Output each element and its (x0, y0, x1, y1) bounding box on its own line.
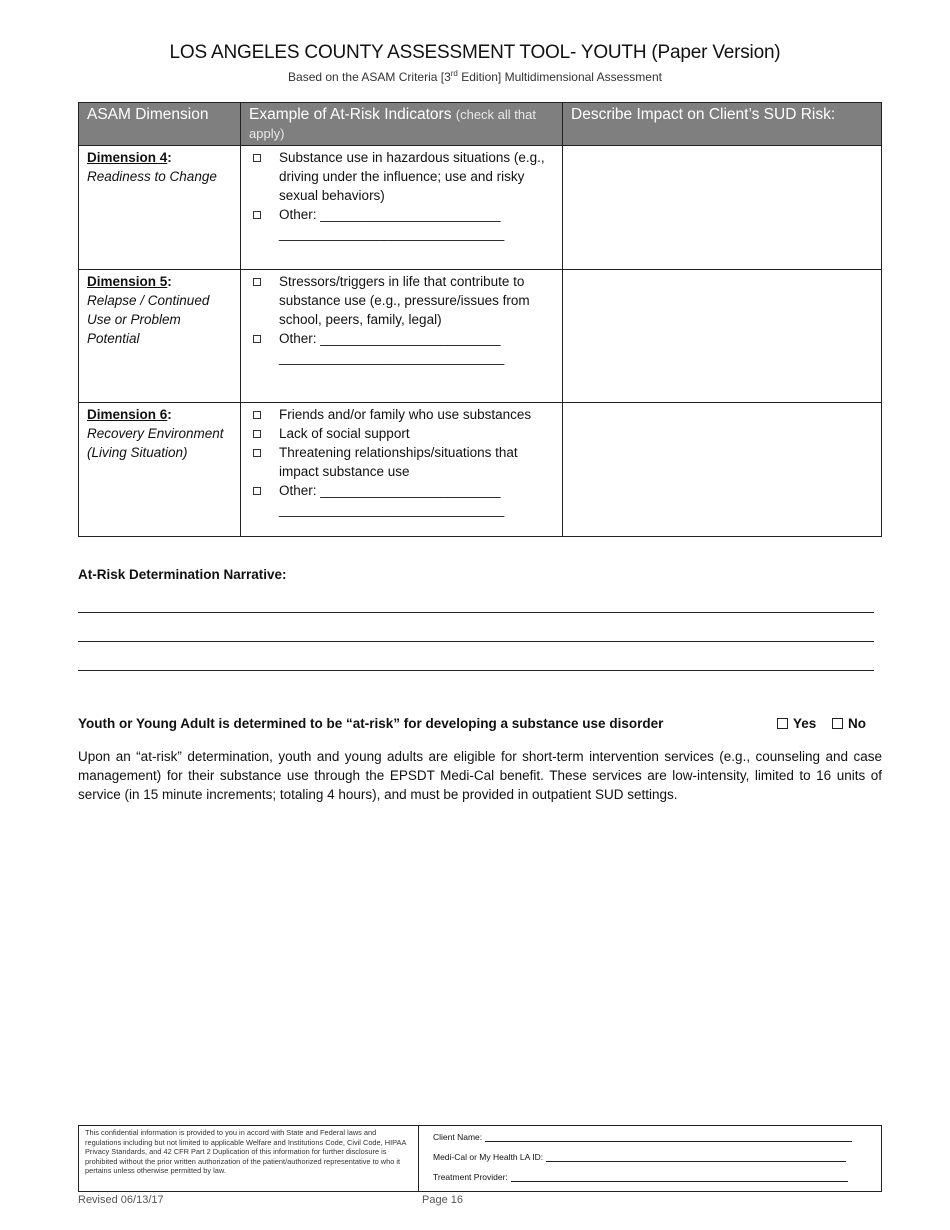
at-risk-question: Youth or Young Adult is determined to be “at-risk” for developing a substance use disorder (78, 716, 664, 731)
indicator-text: Other: ________________________ (279, 207, 501, 222)
indicators-cell (241, 146, 563, 270)
indicator-text: Friends and/or family who use substances (279, 407, 532, 422)
yes-checkbox[interactable] (777, 718, 788, 729)
indicator-item (249, 424, 554, 443)
dimension-cell (79, 146, 241, 270)
client-fields (427, 1126, 877, 1191)
no-checkbox[interactable] (832, 718, 843, 729)
eligibility-paragraph: Upon an “at-risk” determination, youth and young adults are eligible for short-term intervention services (e.g., counseling and case management) for their substance use through the EPSDT Medi-Cal benefit. These services are low-intensity, limited to 16 units of service (in 15 minute increments; totaling 4 hours), and must be provided in outpatient SUD settings. (78, 749, 882, 802)
narrative-label: At-Risk Determination Narrative: (78, 567, 287, 582)
indicator-item (249, 329, 554, 348)
impact-cell[interactable] (563, 403, 882, 537)
dimension-colon: : (167, 407, 172, 422)
dimension-label: Dimension 5 (87, 274, 168, 289)
table-row (79, 403, 882, 537)
dimension-label: Dimension 6 (87, 407, 168, 422)
header-describe-impact: Describe Impact on Client’s SUD Risk: (563, 103, 882, 146)
page-title: LOS ANGELES COUNTY ASSESSMENT TOOL- YOUTH (Paper Version) (169, 42, 781, 63)
indicator-item (249, 148, 554, 205)
subtitle-pre: Based on the ASAM Criteria [3 (288, 70, 451, 84)
checkbox[interactable] (253, 411, 261, 419)
other-continuation-line[interactable]: ______________________________ (279, 502, 505, 517)
checkbox[interactable] (253, 430, 261, 438)
table-header-row (79, 103, 882, 146)
other-continuation-line[interactable]: ______________________________ (279, 350, 505, 365)
client-name-line[interactable] (485, 1132, 852, 1142)
yes-label: Yes (793, 716, 817, 731)
header-indicators-note: (check all that apply) (249, 107, 536, 141)
checkbox[interactable] (253, 211, 261, 219)
confidentiality-notice: This confidential information is provided to you in accord with State and Federal laws and regulations including but not limited to applicable Welfare and Institutions Code, Civil Code, HIPAA Privacy Standards, and 42 CFR Part 2 Duplication of this information for further disclosure is prohibited without the prior written authorization of the patient/authorized representative to who it pertains unless otherwise permitted by law. (79, 1126, 419, 1191)
dimension-name: Recovery Environment (Living Situation) (87, 426, 224, 460)
narrative-line[interactable] (78, 641, 874, 642)
indicator-text: Lack of social support (279, 426, 410, 441)
asam-table (78, 102, 882, 537)
indicators-cell (241, 403, 563, 537)
indicator-text: Other: ________________________ (279, 483, 501, 498)
dimension-colon: : (167, 150, 172, 165)
impact-cell[interactable] (563, 146, 882, 270)
table-row (79, 270, 882, 403)
yes-option[interactable] (777, 716, 816, 731)
treatment-provider-label: Treatment Provider: (433, 1172, 508, 1182)
page-number: Page 16 (422, 1194, 463, 1206)
indicator-item (249, 272, 554, 329)
dimension-cell (79, 270, 241, 403)
checkbox[interactable] (253, 335, 261, 343)
treatment-provider-line[interactable] (511, 1172, 848, 1182)
checkbox[interactable] (253, 449, 261, 457)
header-indicators (241, 103, 563, 146)
indicators-cell (241, 270, 563, 403)
footer-box (78, 1125, 882, 1192)
medi-cal-line[interactable] (546, 1152, 846, 1162)
checkbox[interactable] (253, 278, 261, 286)
subtitle-post: Edition] Multidimensional Assessment (457, 70, 662, 84)
header-indicators-main: Example of At-Risk Indicators (249, 106, 452, 123)
client-name-label: Client Name: (433, 1132, 483, 1142)
checkbox[interactable] (253, 487, 261, 495)
client-name-field[interactable] (433, 1132, 852, 1142)
indicator-text: Threatening relationships/situations that impact substance use (279, 445, 518, 479)
treatment-provider-field[interactable] (433, 1172, 848, 1182)
indicator-item (249, 481, 554, 500)
table-row (79, 146, 882, 270)
narrative-line[interactable] (78, 612, 874, 613)
dimension-name: Relapse / Continued Use or Problem Potential (87, 293, 210, 346)
indicator-item (249, 443, 554, 481)
dimension-label: Dimension 4 (87, 150, 168, 165)
narrative-line[interactable] (78, 670, 874, 671)
checkbox[interactable] (253, 154, 261, 162)
revised-date: Revised 06/13/17 (78, 1194, 164, 1206)
indicator-item (249, 205, 554, 224)
dimension-name: Readiness to Change (87, 169, 217, 184)
subtitle-sup: rd (450, 69, 458, 78)
dimension-colon: : (167, 274, 172, 289)
indicator-text: Substance use in hazardous situations (e.g., driving under the influence; use and risky sexual behaviors) (279, 150, 545, 203)
impact-cell[interactable] (563, 270, 882, 403)
indicator-text: Stressors/triggers in life that contribute to substance use (e.g., pressure/issues from school, peers, family, legal) (279, 274, 530, 327)
no-label: No (848, 716, 866, 731)
no-option[interactable] (832, 716, 866, 731)
indicator-text: Other: ________________________ (279, 331, 501, 346)
medi-cal-label: Medi-Cal or My Health LA ID: (433, 1152, 544, 1162)
other-continuation-line[interactable]: ______________________________ (279, 226, 505, 241)
page-subtitle (0, 69, 950, 84)
dimension-cell (79, 403, 241, 537)
indicator-item (249, 405, 554, 424)
medi-cal-field[interactable] (433, 1152, 846, 1162)
header-asam-dimension: ASAM Dimension (79, 103, 241, 146)
